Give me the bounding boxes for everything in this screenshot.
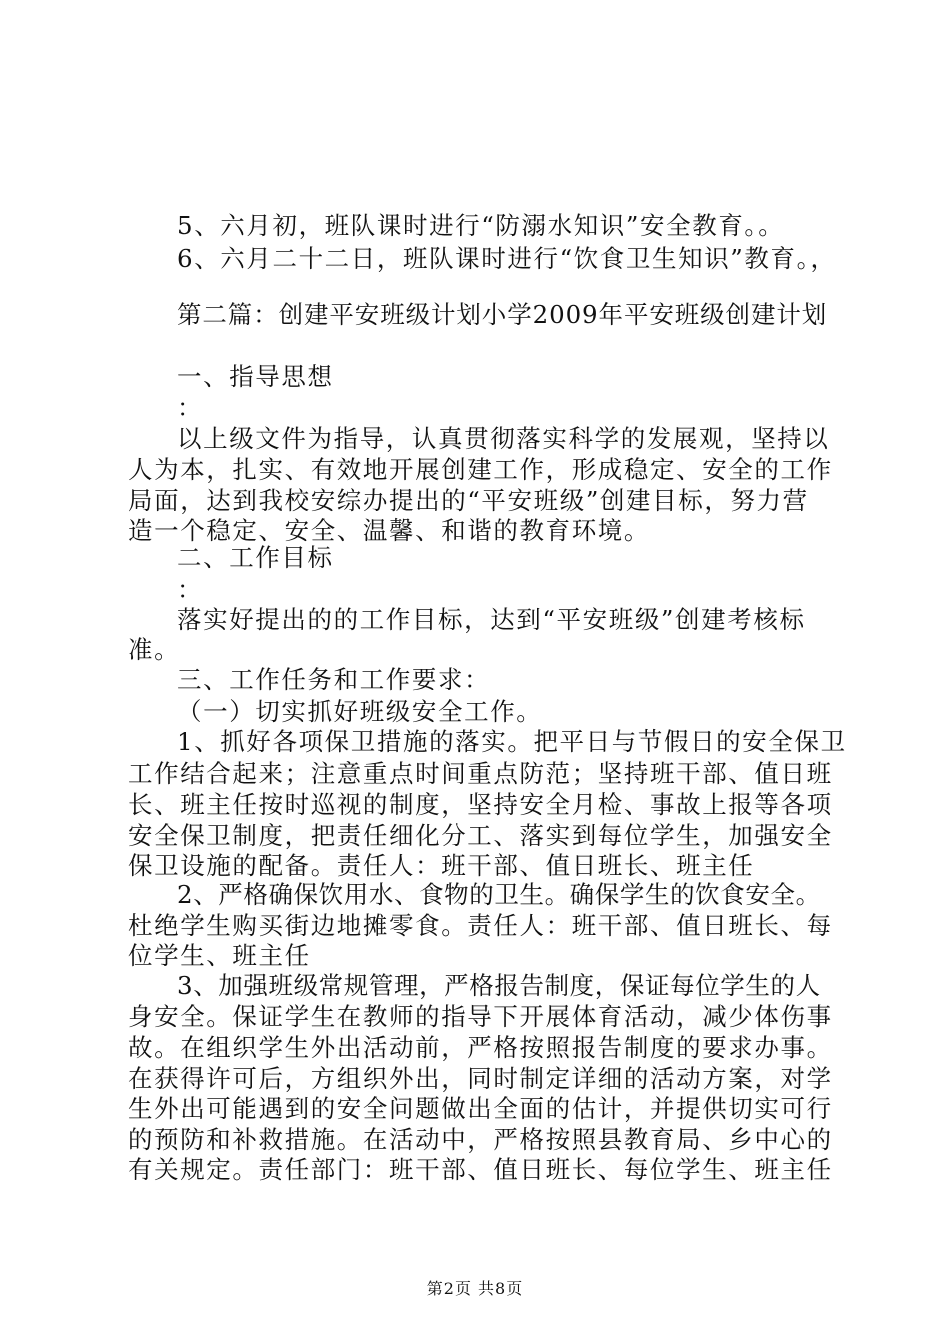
- subsection-heading: （一）切实抓好班级安全工作。: [177, 697, 543, 726]
- paragraph-line: 生外出可能遇到的安全问题做出全面的估计，并提供切实可行: [128, 1094, 833, 1123]
- paragraph-line: 1、抓好各项保卫措施的落实。把平日与节假日的安全保卫: [177, 727, 847, 756]
- section-3-heading: 三、工作任务和工作要求：: [177, 665, 491, 694]
- paragraph-line: 3、加强班级常规管理，严格报告制度，保证每位学生的人: [177, 971, 821, 1000]
- paragraph-line: 2、严格确保饮用水、食物的卫生。确保学生的饮食安全。: [177, 880, 821, 909]
- paragraph-line: 人为本，扎实、有效地开展创建工作，形成稳定、安全的工作: [128, 455, 833, 484]
- paragraph-line: 的预防和补救措施。在活动中，严格按照县教育局、乡中心的: [128, 1125, 833, 1154]
- section-1-colon: ：: [177, 393, 204, 422]
- paragraph-line: 以上级文件为指导，认真贯彻落实科学的发展观，坚持以: [177, 424, 830, 453]
- page-footer: 第2页 共8页: [426, 1279, 524, 1298]
- paragraph-line: 安全保卫制度，把责任细化分工、落实到每位学生，加强安全: [128, 821, 833, 850]
- paragraph-line: 杜绝学生购买街边地摊零食。责任人：班干部、值日班长、每: [128, 911, 833, 940]
- paragraph-line: 身安全。保证学生在教师的指导下开展体育活动，减少体伤事: [128, 1002, 833, 1031]
- paragraph-line: 造一个稳定、安全、温馨、和谐的教育环境。: [128, 516, 650, 545]
- list-item-5: 5、六月初，班队课时进行“防溺水知识”安全教育。。: [177, 211, 785, 240]
- paragraph-line: 有关规定。责任部门：班干部、值日班长、每位学生、班主任: [128, 1155, 833, 1184]
- chapter-title: 第二篇：创建平安班级计划小学2009年平安班级创建计划: [177, 300, 828, 329]
- paragraph-line: 保卫设施的配备。责任人：班干部、值日班长、班主任: [128, 851, 755, 880]
- paragraph-line: 局面，达到我校安综办提出的“平安班级”创建目标，努力营: [128, 486, 809, 515]
- section-2-heading: 二、工作目标: [177, 543, 334, 572]
- section-1-heading: 一、指导思想: [177, 362, 334, 391]
- paragraph-line: 工作结合起来；注意重点时间重点防范；坚持班干部、值日班: [128, 759, 833, 788]
- paragraph-line: 落实好提出的的工作目标，达到“平安班级”创建考核标: [177, 605, 806, 634]
- list-item-6: 6、六月二十二日，班队课时进行“饮食卫生知识”教育。，: [177, 244, 837, 273]
- paragraph-line: 在获得许可后，方组织外出，同时制定详细的活动方案，对学: [128, 1064, 833, 1093]
- paragraph-line: 故。在组织学生外出活动前，严格按照报告制度的要求办事。: [128, 1033, 833, 1062]
- section-2-colon: ：: [177, 575, 204, 604]
- paragraph-line: 长、班主任按时巡视的制度，坚持安全月检、事故上报等各项: [128, 790, 833, 819]
- paragraph-line: 位学生、班主任: [128, 941, 311, 970]
- paragraph-line: 准。: [128, 635, 181, 664]
